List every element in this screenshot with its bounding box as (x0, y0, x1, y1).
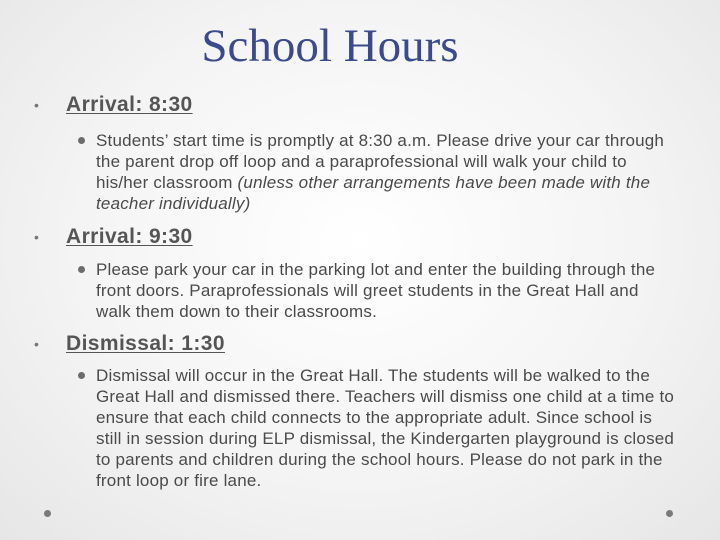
bullet-icon: • (34, 229, 40, 245)
sub-bullet-icon (78, 137, 85, 144)
section-arrival-930 (34, 224, 684, 322)
body-italic-note: (unless other arrangements have been made with the teacher individually) (96, 173, 651, 213)
body-text: Students’ start time is promptly at 8:30 a.m. Please drive your car through the parent drop off loop and a paraprofessional will walk your child to his/her classroom (96, 131, 665, 192)
heading-label: Arrival: 9:30 (66, 225, 193, 248)
bullet-icon: • (34, 336, 40, 352)
slide-content (34, 92, 684, 491)
body-text: Dismissal will occur in the Great Hall. The students will be walked to the Great Hall and dismissed there. Teachers will dismiss one child at a time to ensure that each child connects to the appropriate adult. Since school is still in session during ELP dismissal, the Kindergarten playground is closed to parents and children during the school hours. Please do not park in the front loop or fire lane. (96, 366, 675, 490)
section-heading (34, 331, 684, 357)
section-dismissal-130 (34, 331, 684, 491)
section-heading (34, 224, 684, 250)
corner-dot-icon (666, 510, 673, 517)
section-body (96, 259, 684, 322)
bullet-icon: • (34, 97, 40, 113)
body-text: Please park your car in the parking lot and enter the building through the front doors. Paraprofessionals will greet students in the Great Hall and walk them down to their classrooms. (96, 260, 656, 321)
corner-dot-icon (44, 510, 51, 517)
heading-label: Arrival: 8:30 (66, 93, 193, 116)
section-body (96, 365, 684, 491)
section-arrival-830 (34, 92, 684, 214)
section-body (96, 130, 684, 214)
sub-bullet-icon (78, 372, 85, 379)
section-heading (34, 92, 684, 118)
sub-bullet-icon (78, 266, 85, 273)
slide-title: School Hours (201, 20, 459, 72)
heading-label: Dismissal: 1:30 (66, 332, 225, 355)
